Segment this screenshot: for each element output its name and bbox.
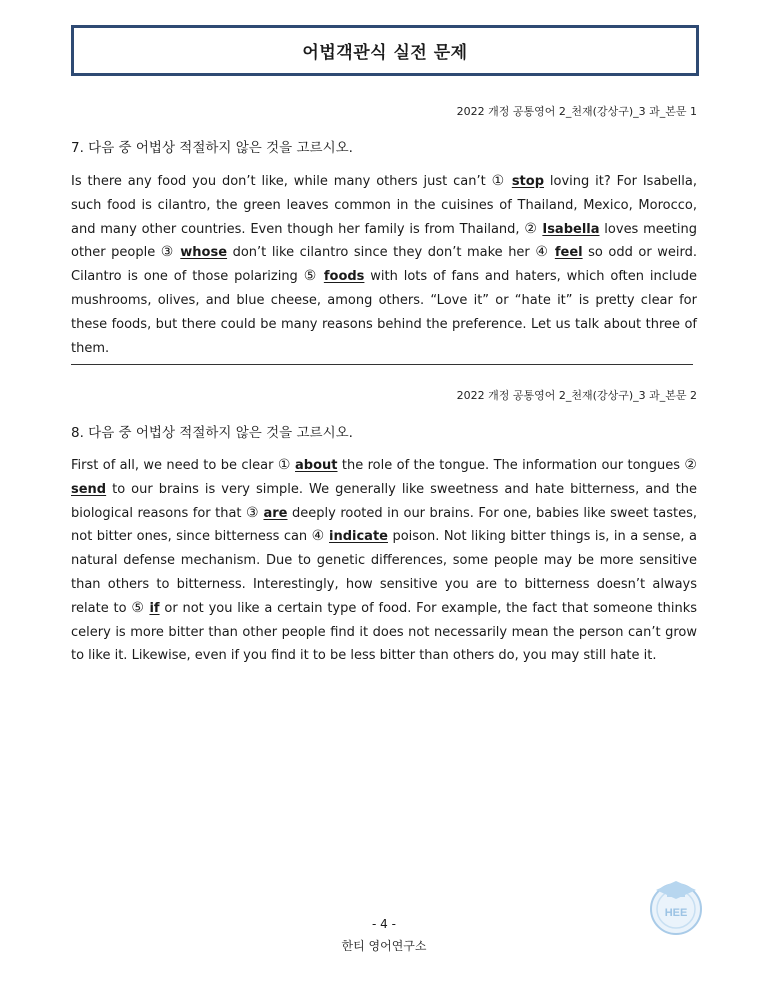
page-title: 어법객관식 실전 문제: [302, 43, 468, 63]
underlined-choice: feel: [554, 245, 583, 261]
text-run: don’t like cilantro since they don’t make her: [227, 245, 536, 261]
underlined-choice: indicate: [329, 529, 388, 545]
underlined-choice: are: [263, 505, 288, 521]
underlined-choice: send: [71, 481, 107, 497]
passage-1: [71, 170, 697, 360]
title-box: [71, 25, 699, 76]
choice-number: ①: [491, 173, 506, 189]
choice-number: ③: [160, 244, 175, 261]
underlined-choice: if: [149, 600, 160, 616]
choice-number: ①: [277, 457, 291, 473]
question-8: 8. 다음 중 어법상 적절하지 않은 것을 고르시오.: [71, 425, 353, 441]
text-run: deeply rooted in our brains. For one, babies like sweet tastes, not bitter ones, since bitterness can: [71, 505, 697, 545]
choice-number: ⑤: [131, 599, 145, 616]
text-run: so odd or weird. Cilantro is one of those polarizing: [71, 245, 697, 285]
organization-name: 한티 영어연구소: [341, 939, 427, 953]
choice-number: ⑤: [303, 268, 318, 285]
choice-number: ③: [246, 504, 259, 521]
underlined-choice: about: [295, 458, 338, 473]
choice-number: ②: [684, 457, 697, 473]
underlined-choice: stop: [511, 174, 545, 189]
svg-text:HEE: HEE: [664, 907, 688, 919]
text-run: or not you like a certain type of food. For example, the fact that someone thinks celery is more bitter than other people find it does not necessarily mean the person can’t grow to like it. Likewise, even if you find it to be less bitter than others do, you may still hate it.: [71, 600, 697, 664]
choice-number: ④: [535, 244, 550, 261]
text-run: loving it? For Isabella, such food is cilantro, the green leaves common in the cuisines of Thailand, Mexico, Morocco, and many other countries. Even though her family is from Thailand,: [71, 174, 697, 237]
choice-number: ②: [524, 220, 538, 237]
text-run: Is there any food you don’t like, while many others just can’t: [71, 174, 492, 189]
section-divider: [71, 364, 693, 365]
choice-number: ④: [311, 528, 325, 545]
underlined-choice: foods: [323, 269, 365, 285]
text-run: loves meeting other people: [71, 221, 697, 261]
text-run: with lots of fans and haters, which often include mushrooms, olives, and blue cheese, among others. “Love it” or “hate it” is pretty clear for these foods, but there could be many reasons behind the preference. Let us talk about three of them.: [71, 269, 697, 356]
text-run: First of all, we need to be clear: [71, 458, 278, 473]
underlined-choice: whose: [180, 245, 228, 261]
page-number: - 4 -: [372, 917, 396, 931]
source-label-1: 2022 개정 공통영어 2_천재(강상구)_3 과_본문 1: [456, 105, 697, 118]
question-7: 7. 다음 중 어법상 적절하지 않은 것을 고르시오.: [71, 140, 353, 156]
text-run: poison. Not liking bitter things is, in a sense, a natural defense mechanism. Due to genetic differences, some people may be more sensitive than others to bitterness. Interestingly, how sensitive you are to bitterness doesn’t always relate to: [71, 529, 697, 616]
text-run: the role of the tongue. The information our tongues: [337, 458, 685, 473]
underlined-choice: Isabella: [542, 221, 600, 237]
passage-2: [71, 454, 697, 668]
text-run: to our brains is very simple. We generally like sweetness and hate bitterness, and the biological reasons for that: [71, 481, 697, 521]
source-label-2: 2022 개정 공통영어 2_천재(강상구)_3 과_본문 2: [456, 389, 697, 402]
